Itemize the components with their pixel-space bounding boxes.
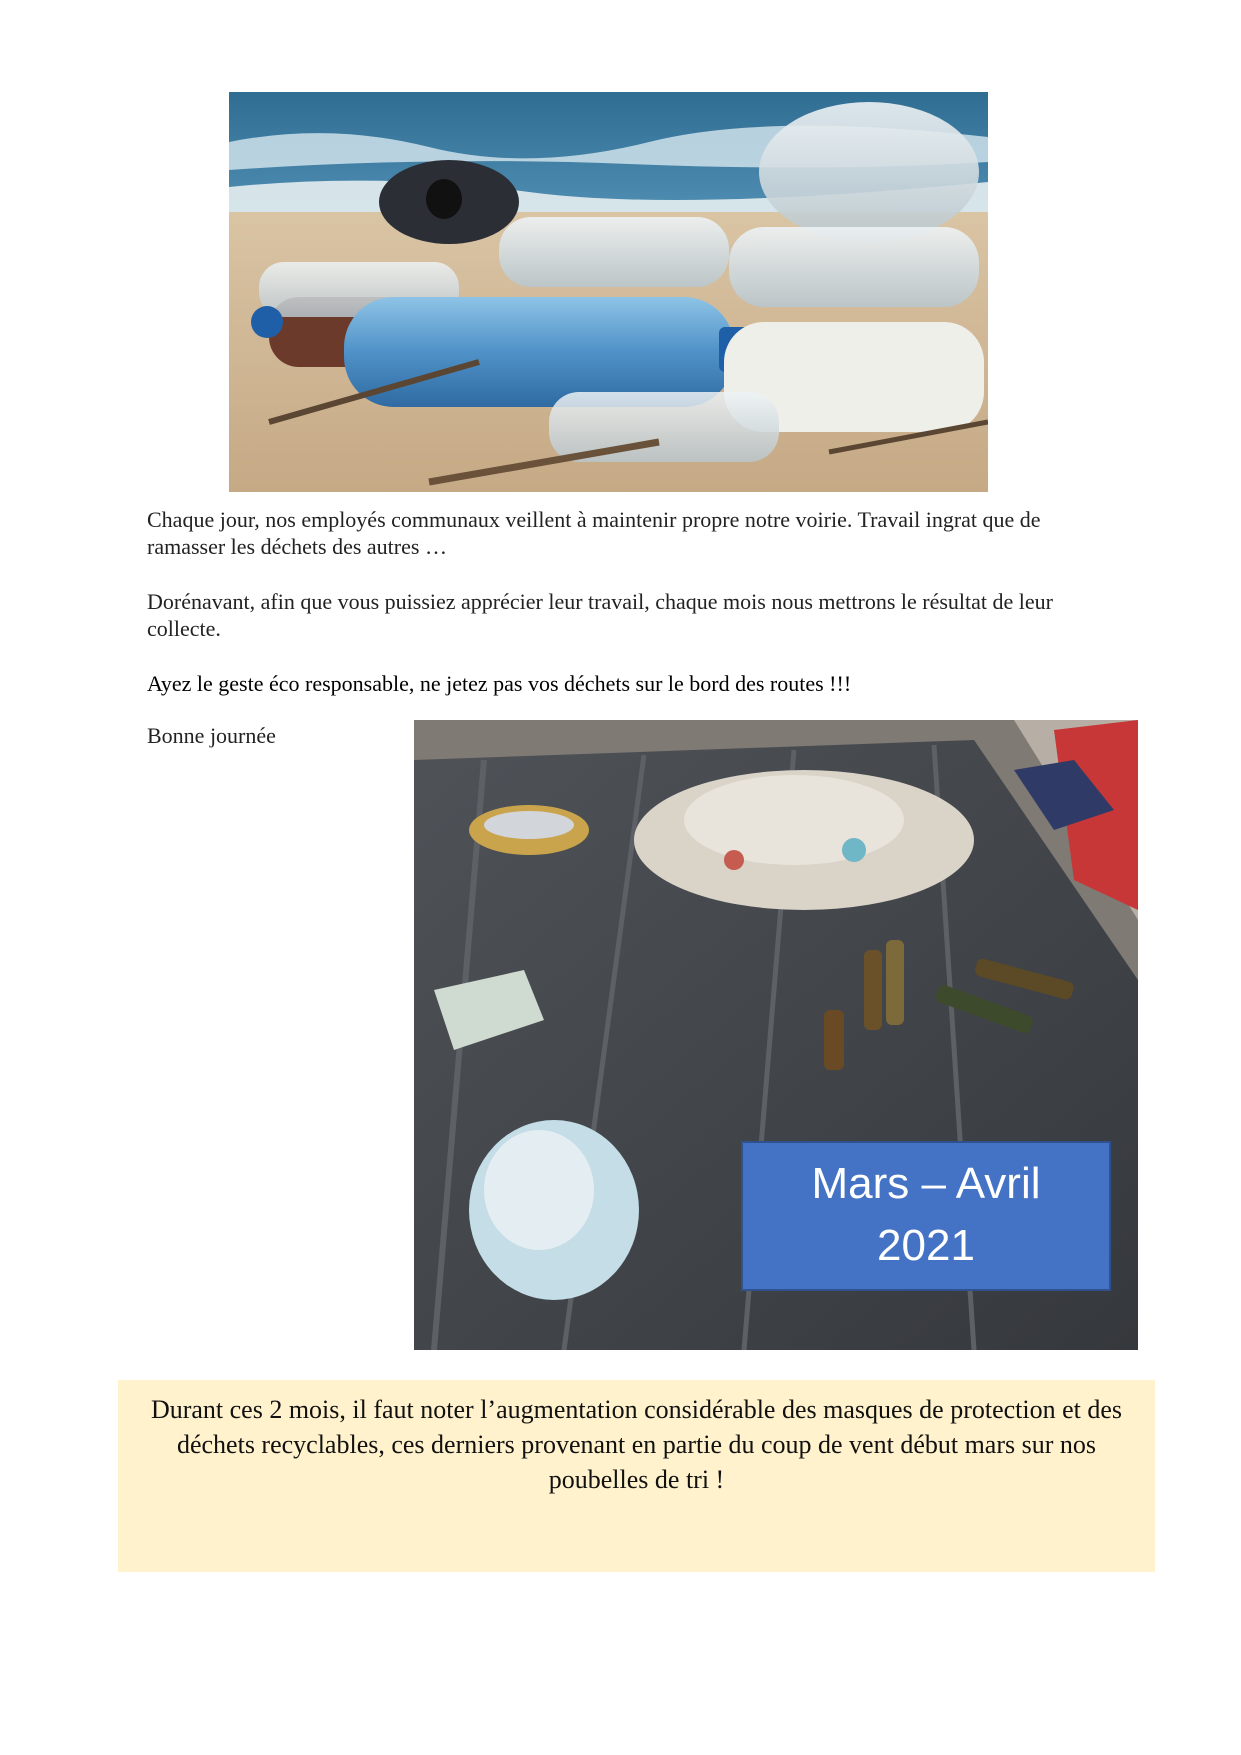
note-box bbox=[118, 1380, 1155, 1572]
collection-paragraph: Dorénavant, afin que vous puissiez apprécier leur travail, chaque mois nous mettrons le résultat de leur collecte. bbox=[147, 589, 1053, 641]
date-label-box bbox=[741, 1141, 1111, 1291]
date-label-months: Mars – Avril bbox=[811, 1159, 1041, 1208]
beach-litter-illustration bbox=[229, 92, 988, 492]
intro-paragraph: Chaque jour, nos employés communaux veillent à maintenir propre notre voirie. Travail ingrat que de ramasser les déchets des autres … bbox=[147, 507, 1041, 559]
beach-litter-photo bbox=[229, 92, 988, 492]
greeting: Bonne journée bbox=[147, 723, 276, 748]
eco-message: Ayez le geste éco responsable, ne jetez pas vos déchets sur le bord des routes !!! bbox=[147, 671, 852, 696]
note-text: Durant ces 2 mois, il faut noter l’augmentation considérable des masques de protection et des déchets recyclables, ces derniers provenant en partie du coup de vent début mars sur nos poubelles de tri ! bbox=[150, 1395, 1123, 1494]
date-label-year: 2021 bbox=[877, 1221, 975, 1270]
